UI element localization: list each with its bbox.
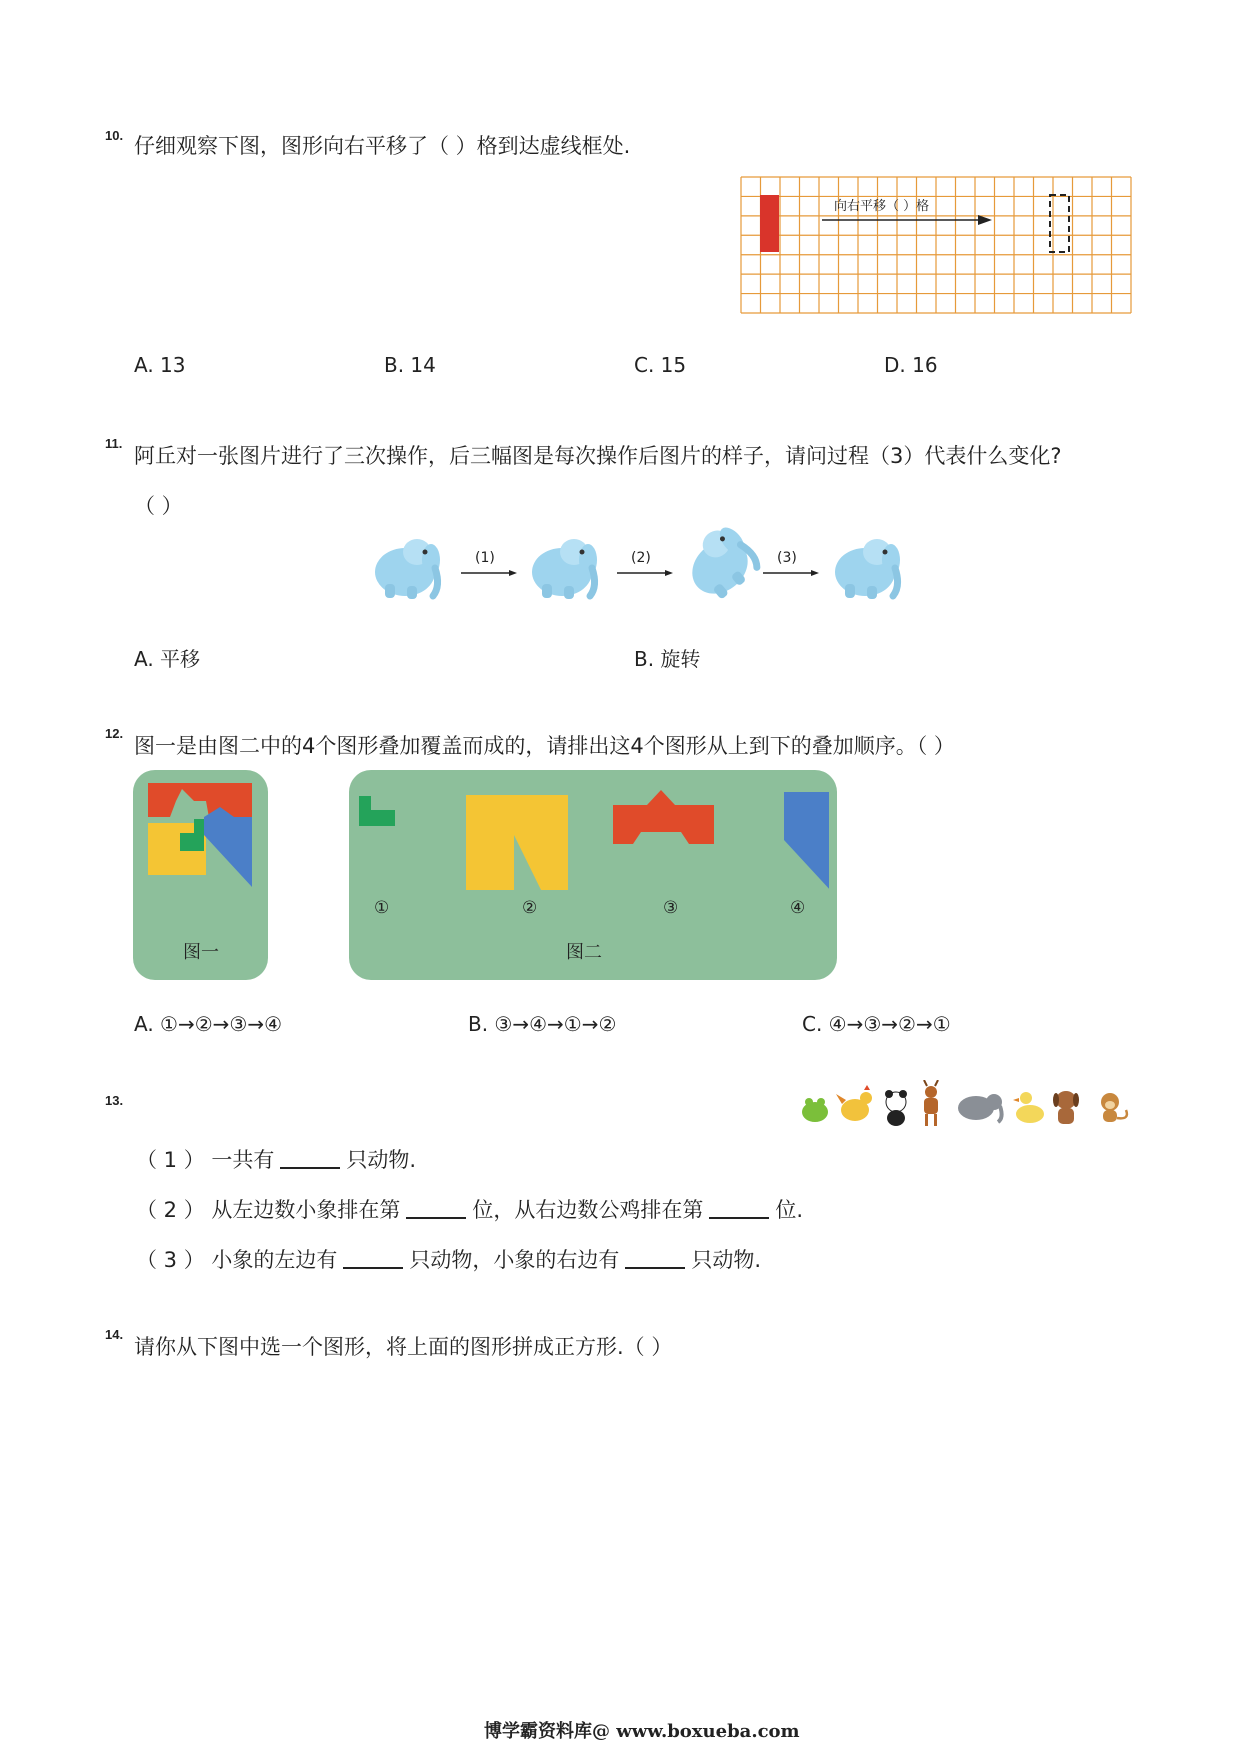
rooster-icon — [836, 1085, 872, 1121]
elephant-original-icon — [375, 539, 440, 599]
option-b: B. ③→④→①→② — [468, 1012, 617, 1036]
question-text: 仔细观察下图，图形向右平移了（ ）格到达虚线框处. — [134, 134, 631, 158]
arrow-head-icon — [509, 570, 517, 576]
option-a: A. 13 — [134, 353, 186, 377]
animal-row-figure — [800, 1080, 1145, 1130]
step-label: (3) — [777, 550, 797, 566]
subquestion-3: （ 3 ） 小象的左边有 只动物，小象的右边有 只动物. — [136, 1248, 762, 1272]
arrow-head-icon — [811, 570, 819, 576]
shape-4 — [784, 792, 829, 890]
shape-label: ② — [522, 898, 538, 918]
shape-label: ③ — [663, 898, 679, 918]
shape-label: ① — [374, 898, 390, 918]
duck-icon — [1013, 1092, 1044, 1123]
dog-icon — [1053, 1091, 1079, 1124]
arrow-head-icon — [978, 215, 992, 225]
step-label: (1) — [475, 550, 495, 566]
shape-2 — [466, 795, 568, 890]
red-rectangle — [760, 195, 779, 252]
option-b: B. 14 — [384, 353, 436, 377]
monkey-icon — [1101, 1093, 1127, 1122]
grid-lines — [741, 177, 1131, 313]
panda-icon — [885, 1090, 907, 1126]
question-text: 图一是由图二中的4个图形叠加覆盖而成的，请排出这4个图形从上到下的叠加顺序。（ ） — [134, 734, 955, 758]
grid-arrow-label: 向右平移（ ）格 — [834, 199, 930, 214]
option-c: C. 15 — [634, 353, 687, 377]
overlapped-shapes — [148, 783, 252, 887]
question-number: 13. — [105, 1093, 124, 1108]
option-d: D. 16 — [884, 353, 938, 377]
answer-paren: （ ） — [134, 494, 183, 518]
elephant-step3-icon — [835, 539, 900, 599]
elephant-icon — [958, 1094, 1002, 1122]
answer-blank — [343, 1247, 403, 1269]
question-text: 阿丘对一张图片进行了三次操作，后三幅图是每次操作后图片的样子，请问过程（3）代表什么变化? — [134, 444, 1062, 468]
deer-icon — [924, 1080, 938, 1126]
shape-label: ④ — [790, 898, 806, 918]
elephant-step2-rotated-icon — [676, 525, 764, 607]
frog-icon — [802, 1098, 828, 1122]
arrow-head-icon — [665, 570, 673, 576]
figure-one-label: 图一 — [183, 942, 219, 963]
option-a: A. 平移 — [134, 647, 201, 671]
question-number: 12. — [105, 726, 124, 741]
elephant-step1-icon — [532, 539, 597, 599]
question-number: 14. — [105, 1327, 124, 1342]
footer-watermark: 博学霸资料库@ www.boxueba.com — [484, 1721, 800, 1742]
answer-blank — [625, 1247, 685, 1269]
question-text: 请你从下图中选一个图形，将上面的图形拼成正方形.（ ） — [134, 1335, 673, 1359]
figure-two-panel — [349, 770, 837, 980]
subquestion-2: （ 2 ） 从左边数小象排在第 位，从右边数公鸡排在第 位. — [136, 1198, 804, 1222]
shape-1 — [359, 796, 395, 826]
answer-blank — [709, 1197, 769, 1219]
answer-blank — [406, 1197, 466, 1219]
option-a: A. ①→②→③→④ — [134, 1012, 283, 1036]
translation-grid-figure — [740, 176, 1132, 314]
option-c: C. ④→③→②→① — [802, 1012, 951, 1036]
option-b: B. 旋转 — [634, 647, 701, 671]
separate-shapes — [359, 780, 829, 890]
figure-one-panel — [133, 770, 268, 980]
question-number: 10. — [105, 128, 124, 143]
step-label: (2) — [631, 550, 651, 566]
subquestion-1: （ 1 ） 一共有 只动物. — [136, 1148, 417, 1172]
figure-two-label: 图二 — [566, 942, 602, 963]
question-number: 11. — [105, 436, 123, 451]
answer-blank — [280, 1147, 340, 1169]
shape-3 — [613, 790, 714, 844]
elephant-sequence-figure — [365, 525, 915, 610]
